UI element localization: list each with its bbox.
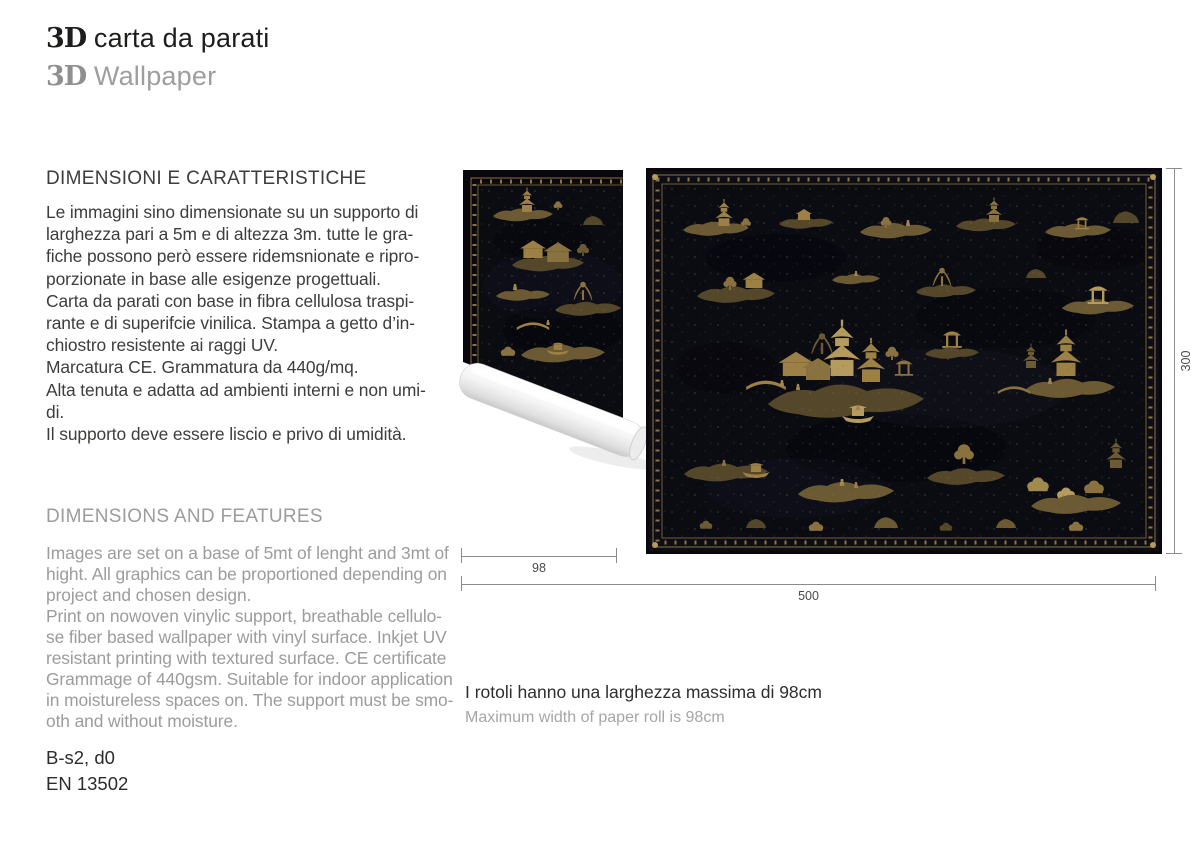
dimension-height-label-wrap [1177,168,1195,554]
dimension-roll-width-label: 98 [532,561,546,575]
title-italian-text: carta da parati [93,23,270,53]
cert-standard-value: EN 13502 [46,773,129,794]
title-italian [46,22,270,55]
roll-width-caption-english: Maximum width of paper roll is 98cm [465,709,725,726]
description-english: Images are set on a base of 5mt of lenght and 3mt of hight. All graphics can be proportioned depending on project and chosen design. Print on nowoven vinylic support, breathable cellulo- se fiber based wallpaper with vinyl surface. Inkjet UV resistant printing with textured surface. CE certificate Grammage of 440gsm. Suitable for indoor application in moistureless spaces on. The support must be smo- oth and without moisture. [46,543,454,731]
section-heading-italian: DIMENSIONI E CARATTERISTICHE [46,168,367,189]
dimension-total-width-label: 500 [798,589,819,603]
wallpaper-roll-image [463,170,653,470]
dimension-line [461,584,1156,585]
dimension-height [1165,168,1196,554]
dimension-height-label: 300 [1179,350,1193,372]
description-italian: Le immagini sino dimensionate su un supporto di larghezza pari a 5m e di altezza 3m. tutte le gra- fiche possono però essere ridemsnionate e ripro- porzionate in base alle esigenze progettuali. Carta da parati con base in fibra cellulosa traspi- rante e di superifcie vinilica. Stampa a getto d’in- chiostro resistente ai raggi UV. Marcatura CE. Grammatura da 440g/mq. Alta tenuta e adatta ad ambienti interni e non umi- di. Il supporto deve essere liscio e privo di umidità. [46,202,426,445]
fire-certification [46,745,128,797]
fire-class-value: B-s2, d0 [46,747,115,768]
section-heading-english: DIMENSIONS AND FEATURES [46,506,323,527]
dimension-total-width [461,576,1156,608]
brand-3d-logo: 3D [46,23,87,54]
dimension-line [461,556,617,557]
title-english [46,60,270,93]
dimension-line [1174,168,1175,554]
roll-width-caption-italian: I rotoli hanno una larghezza massima di 98cm [465,682,822,702]
wallpaper-panel-image [646,168,1162,554]
brand-3d-logo-gray: 3D [46,61,87,92]
title-english-text: Wallpaper [93,61,217,91]
page-header [46,22,270,93]
